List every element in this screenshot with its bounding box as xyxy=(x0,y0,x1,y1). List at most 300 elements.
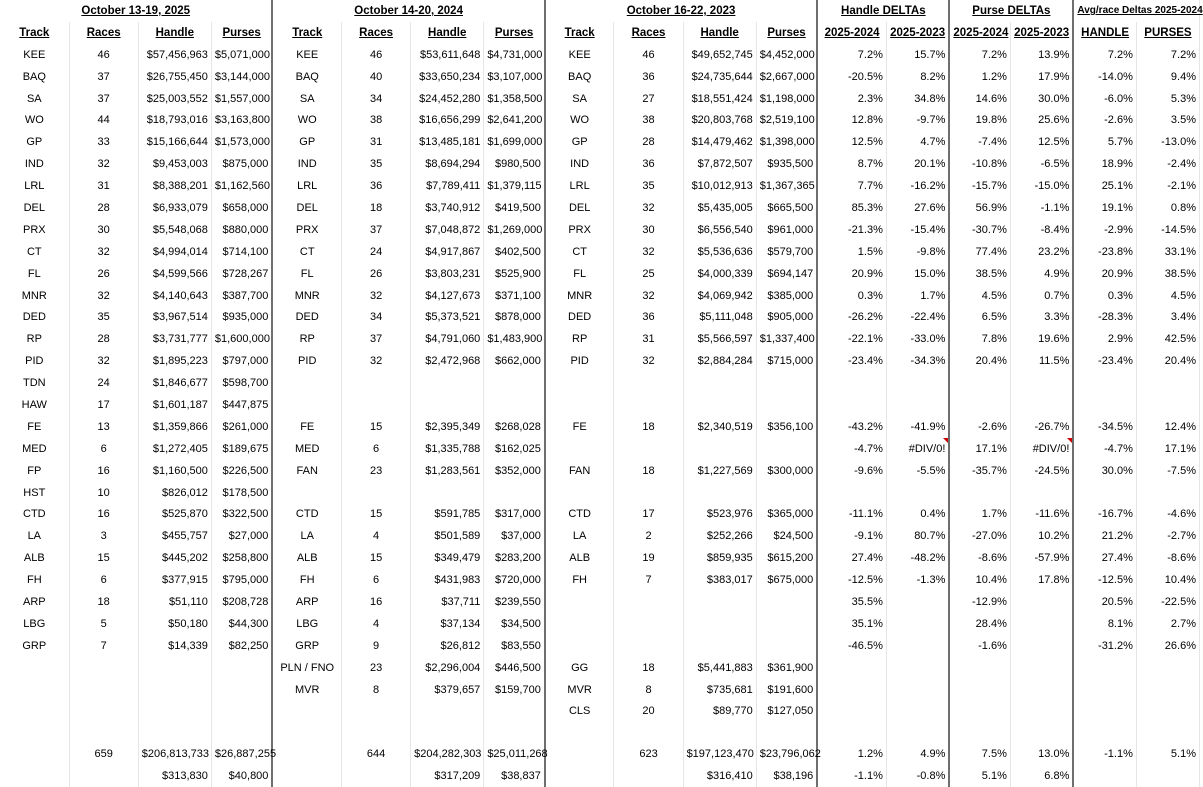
cell-races-2024[interactable] xyxy=(342,722,411,743)
cell-races-2023[interactable]: 31 xyxy=(614,328,683,350)
cell-handle-2024[interactable]: $4,791,060 xyxy=(411,328,484,350)
cell-track-2023[interactable]: GG xyxy=(545,657,614,679)
cell-track-2025[interactable]: BAQ xyxy=(0,66,69,88)
cell-avg-handle-delta[interactable]: -1.1% xyxy=(1073,743,1136,765)
cell-purse-delta-2025-2023[interactable]: 30.0% xyxy=(1010,88,1073,110)
cell-handle-delta-2025-2023[interactable]: 1.7% xyxy=(886,285,949,307)
cell-purses-2024[interactable]: $878,000 xyxy=(484,306,545,328)
cell-track-2024[interactable]: LA xyxy=(272,525,341,547)
cell-track-2023[interactable]: KEE xyxy=(545,44,614,66)
cell-handle-2024[interactable]: $13,485,181 xyxy=(411,131,484,153)
cell-purse-delta-2025-2024[interactable]: 28.4% xyxy=(949,613,1010,635)
cell-purse-delta-2025-2024[interactable] xyxy=(949,701,1010,723)
cell-races-2023[interactable]: 32 xyxy=(614,197,683,219)
cell-handle-2025[interactable]: $206,813,733 xyxy=(138,743,211,765)
cell-purse-delta-2025-2023[interactable]: -57.9% xyxy=(1010,547,1073,569)
cell-avg-handle-delta[interactable]: -2.6% xyxy=(1073,109,1136,131)
cell-purse-delta-2025-2024[interactable]: -15.7% xyxy=(949,175,1010,197)
cell-races-2025[interactable]: 16 xyxy=(69,460,138,482)
cell-handle-2025[interactable]: $3,967,514 xyxy=(138,306,211,328)
cell-races-2023[interactable]: 28 xyxy=(614,131,683,153)
cell-races-2024[interactable]: 15 xyxy=(342,547,411,569)
cell-handle-2023[interactable]: $5,435,005 xyxy=(683,197,756,219)
cell-races-2025[interactable]: 28 xyxy=(69,197,138,219)
cell-races-2025[interactable]: 32 xyxy=(69,285,138,307)
cell-handle-2023[interactable]: $7,872,507 xyxy=(683,153,756,175)
cell-handle-delta-2025-2023[interactable]: #DIV/0! xyxy=(886,438,949,460)
cell-track-2023[interactable]: ALB xyxy=(545,547,614,569)
cell-races-2025[interactable]: 15 xyxy=(69,547,138,569)
cell-handle-delta-2025-2024[interactable]: -1.1% xyxy=(817,765,886,787)
cell-races-2023[interactable]: 32 xyxy=(614,285,683,307)
cell-purse-delta-2025-2024[interactable]: -1.6% xyxy=(949,635,1010,657)
cell-track-2024[interactable] xyxy=(272,482,341,504)
cell-handle-2023[interactable]: $252,266 xyxy=(683,525,756,547)
cell-avg-purse-delta[interactable]: -2.4% xyxy=(1136,153,1199,175)
cell-handle-2023[interactable]: $5,111,048 xyxy=(683,306,756,328)
cell-handle-delta-2025-2024[interactable]: 1.2% xyxy=(817,743,886,765)
cell-races-2024[interactable]: 23 xyxy=(342,460,411,482)
cell-handle-2024[interactable]: $26,812 xyxy=(411,635,484,657)
cell-races-2025[interactable] xyxy=(69,722,138,743)
cell-track-2023[interactable]: MVR xyxy=(545,679,614,701)
cell-purses-2023[interactable]: $1,337,400 xyxy=(756,328,817,350)
cell-avg-handle-delta[interactable]: 19.1% xyxy=(1073,197,1136,219)
cell-purse-delta-2025-2024[interactable]: 4.5% xyxy=(949,285,1010,307)
cell-handle-2024[interactable]: $24,452,280 xyxy=(411,88,484,110)
cell-track-2024[interactable]: RP xyxy=(272,328,341,350)
cell-purse-delta-2025-2024[interactable]: -27.0% xyxy=(949,525,1010,547)
cell-handle-2024[interactable] xyxy=(411,394,484,416)
cell-handle-2023[interactable]: $735,681 xyxy=(683,679,756,701)
cell-handle-delta-2025-2024[interactable]: -9.1% xyxy=(817,525,886,547)
cell-races-2025[interactable]: 18 xyxy=(69,591,138,613)
cell-handle-2025[interactable] xyxy=(138,722,211,743)
cell-track-2023[interactable]: MNR xyxy=(545,285,614,307)
cell-purses-2024[interactable] xyxy=(484,372,545,394)
cell-handle-2024[interactable]: $591,785 xyxy=(411,503,484,525)
cell-track-2024[interactable]: CT xyxy=(272,241,341,263)
cell-track-2023[interactable]: LA xyxy=(545,525,614,547)
cell-handle-2024[interactable]: $379,657 xyxy=(411,679,484,701)
cell-purse-delta-2025-2023[interactable] xyxy=(1010,679,1073,701)
cell-avg-handle-delta[interactable] xyxy=(1073,679,1136,701)
cell-races-2023[interactable] xyxy=(614,482,683,504)
cell-avg-purse-delta[interactable]: 38.5% xyxy=(1136,263,1199,285)
cell-races-2023[interactable]: 18 xyxy=(614,657,683,679)
cell-handle-2023[interactable] xyxy=(683,372,756,394)
cell-handle-delta-2025-2024[interactable]: 12.8% xyxy=(817,109,886,131)
cell-races-2024[interactable]: 15 xyxy=(342,503,411,525)
cell-handle-delta-2025-2023[interactable]: -16.2% xyxy=(886,175,949,197)
cell-handle-2023[interactable] xyxy=(683,394,756,416)
cell-purses-2024[interactable]: $317,000 xyxy=(484,503,545,525)
cell-handle-2023[interactable]: $89,770 xyxy=(683,701,756,723)
cell-avg-purse-delta[interactable]: -2.1% xyxy=(1136,175,1199,197)
cell-track-2025[interactable]: WO xyxy=(0,109,69,131)
cell-purses-2023[interactable]: $2,519,100 xyxy=(756,109,817,131)
cell-races-2025[interactable]: 37 xyxy=(69,88,138,110)
cell-purses-2024[interactable]: $2,641,200 xyxy=(484,109,545,131)
cell-handle-delta-2025-2023[interactable]: -41.9% xyxy=(886,416,949,438)
cell-purse-delta-2025-2023[interactable]: -15.0% xyxy=(1010,175,1073,197)
cell-handle-delta-2025-2024[interactable]: 2.3% xyxy=(817,88,886,110)
cell-handle-2023[interactable] xyxy=(683,722,756,743)
cell-purses-2024[interactable] xyxy=(484,701,545,723)
cell-handle-delta-2025-2023[interactable]: 4.7% xyxy=(886,131,949,153)
cell-purse-delta-2025-2023[interactable]: 19.6% xyxy=(1010,328,1073,350)
cell-purses-2023[interactable]: $715,000 xyxy=(756,350,817,372)
cell-purses-2023[interactable]: $615,200 xyxy=(756,547,817,569)
cell-handle-2024[interactable]: $8,694,294 xyxy=(411,153,484,175)
cell-track-2025[interactable]: SA xyxy=(0,88,69,110)
cell-races-2023[interactable]: 38 xyxy=(614,109,683,131)
cell-track-2023[interactable]: SA xyxy=(545,88,614,110)
cell-handle-2023[interactable]: $6,556,540 xyxy=(683,219,756,241)
cell-handle-delta-2025-2023[interactable]: -9.7% xyxy=(886,109,949,131)
cell-handle-2025[interactable]: $51,110 xyxy=(138,591,211,613)
cell-track-2025[interactable]: ALB xyxy=(0,547,69,569)
cell-handle-delta-2025-2023[interactable]: 0.4% xyxy=(886,503,949,525)
cell-track-2025[interactable] xyxy=(0,657,69,679)
cell-purses-2025[interactable]: $447,875 xyxy=(211,394,272,416)
cell-purse-delta-2025-2023[interactable]: 25.6% xyxy=(1010,109,1073,131)
cell-races-2023[interactable]: 25 xyxy=(614,263,683,285)
cell-purse-delta-2025-2024[interactable] xyxy=(949,657,1010,679)
cell-handle-2023[interactable]: $5,441,883 xyxy=(683,657,756,679)
cell-purse-delta-2025-2023[interactable]: 4.9% xyxy=(1010,263,1073,285)
cell-purses-2024[interactable]: $159,700 xyxy=(484,679,545,701)
cell-avg-handle-delta[interactable]: -16.7% xyxy=(1073,503,1136,525)
cell-handle-2023[interactable]: $4,069,942 xyxy=(683,285,756,307)
cell-handle-2024[interactable]: $501,589 xyxy=(411,525,484,547)
cell-handle-delta-2025-2024[interactable]: -23.4% xyxy=(817,350,886,372)
cell-races-2024[interactable]: 32 xyxy=(342,285,411,307)
cell-avg-purse-delta[interactable] xyxy=(1136,722,1199,743)
cell-races-2023[interactable] xyxy=(614,765,683,787)
cell-purse-delta-2025-2023[interactable] xyxy=(1010,591,1073,613)
cell-purses-2025[interactable] xyxy=(211,722,272,743)
cell-races-2023[interactable]: 20 xyxy=(614,701,683,723)
cell-purse-delta-2025-2023[interactable]: 6.8% xyxy=(1010,765,1073,787)
cell-avg-purse-delta[interactable]: 12.4% xyxy=(1136,416,1199,438)
cell-track-2023[interactable]: DEL xyxy=(545,197,614,219)
cell-purse-delta-2025-2024[interactable] xyxy=(949,679,1010,701)
cell-handle-delta-2025-2023[interactable]: 15.7% xyxy=(886,44,949,66)
cell-track-2023[interactable]: PID xyxy=(545,350,614,372)
cell-races-2025[interactable]: 5 xyxy=(69,613,138,635)
cell-track-2025[interactable]: RP xyxy=(0,328,69,350)
cell-handle-2025[interactable] xyxy=(138,657,211,679)
cell-races-2023[interactable]: 18 xyxy=(614,460,683,482)
cell-races-2023[interactable]: 35 xyxy=(614,175,683,197)
cell-purses-2023[interactable]: $191,600 xyxy=(756,679,817,701)
cell-track-2025[interactable] xyxy=(0,722,69,743)
cell-races-2024[interactable]: 644 xyxy=(342,743,411,765)
cell-handle-2024[interactable]: $1,283,561 xyxy=(411,460,484,482)
cell-track-2025[interactable]: HST xyxy=(0,482,69,504)
cell-handle-delta-2025-2024[interactable]: 7.7% xyxy=(817,175,886,197)
cell-purse-delta-2025-2024[interactable]: 77.4% xyxy=(949,241,1010,263)
cell-handle-2024[interactable]: $431,983 xyxy=(411,569,484,591)
cell-handle-delta-2025-2023[interactable] xyxy=(886,394,949,416)
cell-races-2023[interactable]: 30 xyxy=(614,219,683,241)
cell-handle-delta-2025-2024[interactable]: 0.3% xyxy=(817,285,886,307)
cell-purses-2025[interactable]: $44,300 xyxy=(211,613,272,635)
cell-avg-handle-delta[interactable]: 21.2% xyxy=(1073,525,1136,547)
cell-purses-2025[interactable]: $226,500 xyxy=(211,460,272,482)
cell-handle-2025[interactable]: $50,180 xyxy=(138,613,211,635)
cell-races-2025[interactable]: 10 xyxy=(69,482,138,504)
cell-avg-handle-delta[interactable]: -12.5% xyxy=(1073,569,1136,591)
cell-handle-2023[interactable]: $14,479,462 xyxy=(683,131,756,153)
cell-handle-2024[interactable] xyxy=(411,722,484,743)
cell-handle-delta-2025-2024[interactable] xyxy=(817,679,886,701)
cell-handle-delta-2025-2024[interactable]: 20.9% xyxy=(817,263,886,285)
cell-handle-2023[interactable] xyxy=(683,591,756,613)
cell-purse-delta-2025-2024[interactable]: 1.7% xyxy=(949,503,1010,525)
cell-races-2024[interactable]: 6 xyxy=(342,438,411,460)
cell-purse-delta-2025-2024[interactable]: 5.1% xyxy=(949,765,1010,787)
cell-races-2023[interactable]: 19 xyxy=(614,547,683,569)
cell-purses-2025[interactable]: $598,700 xyxy=(211,372,272,394)
cell-avg-handle-delta[interactable]: 0.3% xyxy=(1073,285,1136,307)
cell-track-2024[interactable] xyxy=(272,701,341,723)
cell-avg-handle-delta[interactable]: -23.8% xyxy=(1073,241,1136,263)
cell-handle-delta-2025-2024[interactable]: -11.1% xyxy=(817,503,886,525)
cell-avg-purse-delta[interactable]: 5.1% xyxy=(1136,743,1199,765)
cell-races-2024[interactable]: 4 xyxy=(342,525,411,547)
cell-purses-2024[interactable]: $4,731,000 xyxy=(484,44,545,66)
cell-track-2023[interactable]: DED xyxy=(545,306,614,328)
cell-races-2023[interactable] xyxy=(614,372,683,394)
cell-races-2023[interactable] xyxy=(614,438,683,460)
cell-handle-delta-2025-2024[interactable]: -21.3% xyxy=(817,219,886,241)
cell-track-2025[interactable]: PRX xyxy=(0,219,69,241)
cell-avg-handle-delta[interactable] xyxy=(1073,765,1136,787)
cell-handle-2024[interactable]: $2,395,349 xyxy=(411,416,484,438)
cell-purses-2023[interactable]: $694,147 xyxy=(756,263,817,285)
cell-handle-delta-2025-2023[interactable]: -0.8% xyxy=(886,765,949,787)
cell-races-2024[interactable]: 18 xyxy=(342,197,411,219)
cell-track-2025[interactable]: LBG xyxy=(0,613,69,635)
cell-handle-delta-2025-2023[interactable] xyxy=(886,722,949,743)
cell-races-2023[interactable]: 46 xyxy=(614,44,683,66)
cell-track-2023[interactable]: PRX xyxy=(545,219,614,241)
cell-purses-2025[interactable]: $261,000 xyxy=(211,416,272,438)
cell-avg-purse-delta[interactable]: 33.1% xyxy=(1136,241,1199,263)
cell-races-2025[interactable]: 28 xyxy=(69,328,138,350)
cell-handle-2024[interactable]: $3,803,231 xyxy=(411,263,484,285)
cell-purses-2024[interactable]: $1,483,900 xyxy=(484,328,545,350)
cell-handle-delta-2025-2023[interactable]: 4.9% xyxy=(886,743,949,765)
cell-avg-purse-delta[interactable]: 4.5% xyxy=(1136,285,1199,307)
cell-track-2023[interactable]: FAN xyxy=(545,460,614,482)
cell-track-2023[interactable]: RP xyxy=(545,328,614,350)
cell-purses-2025[interactable]: $178,500 xyxy=(211,482,272,504)
cell-races-2025[interactable]: 3 xyxy=(69,525,138,547)
cell-handle-delta-2025-2023[interactable]: -1.3% xyxy=(886,569,949,591)
cell-avg-handle-delta[interactable]: 18.9% xyxy=(1073,153,1136,175)
cell-purses-2023[interactable]: $579,700 xyxy=(756,241,817,263)
cell-purses-2025[interactable]: $728,267 xyxy=(211,263,272,285)
cell-handle-delta-2025-2024[interactable]: -4.7% xyxy=(817,438,886,460)
cell-handle-2025[interactable]: $25,003,552 xyxy=(138,88,211,110)
cell-races-2024[interactable]: 23 xyxy=(342,657,411,679)
cell-avg-handle-delta[interactable]: -23.4% xyxy=(1073,350,1136,372)
cell-races-2023[interactable]: 32 xyxy=(614,241,683,263)
cell-avg-purse-delta[interactable]: -8.6% xyxy=(1136,547,1199,569)
cell-avg-purse-delta[interactable]: -22.5% xyxy=(1136,591,1199,613)
cell-avg-handle-delta[interactable]: 7.2% xyxy=(1073,44,1136,66)
cell-purses-2025[interactable]: $27,000 xyxy=(211,525,272,547)
cell-races-2024[interactable] xyxy=(342,765,411,787)
cell-handle-2023[interactable]: $4,000,339 xyxy=(683,263,756,285)
cell-avg-purse-delta[interactable]: 17.1% xyxy=(1136,438,1199,460)
cell-avg-handle-delta[interactable] xyxy=(1073,482,1136,504)
cell-races-2024[interactable]: 16 xyxy=(342,591,411,613)
cell-handle-2024[interactable]: $4,127,673 xyxy=(411,285,484,307)
cell-track-2025[interactable] xyxy=(0,679,69,701)
cell-avg-purse-delta[interactable]: -14.5% xyxy=(1136,219,1199,241)
cell-purses-2025[interactable] xyxy=(211,701,272,723)
cell-purses-2023[interactable]: $38,196 xyxy=(756,765,817,787)
cell-handle-2025[interactable]: $26,755,450 xyxy=(138,66,211,88)
cell-races-2025[interactable]: 33 xyxy=(69,131,138,153)
cell-handle-2025[interactable]: $15,166,644 xyxy=(138,131,211,153)
cell-purses-2023[interactable]: $356,100 xyxy=(756,416,817,438)
cell-handle-2024[interactable]: $2,472,968 xyxy=(411,350,484,372)
cell-races-2025[interactable]: 6 xyxy=(69,569,138,591)
cell-purses-2023[interactable] xyxy=(756,372,817,394)
cell-races-2023[interactable] xyxy=(614,591,683,613)
cell-handle-delta-2025-2024[interactable]: -9.6% xyxy=(817,460,886,482)
cell-track-2023[interactable]: WO xyxy=(545,109,614,131)
cell-handle-delta-2025-2023[interactable]: -5.5% xyxy=(886,460,949,482)
cell-track-2025[interactable] xyxy=(0,765,69,787)
cell-races-2024[interactable] xyxy=(342,394,411,416)
cell-track-2023[interactable] xyxy=(545,438,614,460)
cell-handle-delta-2025-2024[interactable]: 7.2% xyxy=(817,44,886,66)
cell-track-2024[interactable]: ARP xyxy=(272,591,341,613)
cell-handle-2025[interactable]: $5,548,068 xyxy=(138,219,211,241)
cell-purses-2024[interactable]: $371,100 xyxy=(484,285,545,307)
cell-races-2025[interactable]: 32 xyxy=(69,241,138,263)
cell-purses-2024[interactable] xyxy=(484,482,545,504)
cell-track-2025[interactable]: TDN xyxy=(0,372,69,394)
cell-handle-2025[interactable]: $3,731,777 xyxy=(138,328,211,350)
cell-purse-delta-2025-2024[interactable]: 56.9% xyxy=(949,197,1010,219)
cell-avg-purse-delta[interactable] xyxy=(1136,765,1199,787)
cell-handle-2024[interactable]: $1,335,788 xyxy=(411,438,484,460)
cell-purse-delta-2025-2023[interactable]: -26.7% xyxy=(1010,416,1073,438)
cell-handle-2024[interactable]: $3,740,912 xyxy=(411,197,484,219)
cell-purses-2024[interactable]: $162,025 xyxy=(484,438,545,460)
cell-purses-2025[interactable]: $82,250 xyxy=(211,635,272,657)
cell-purses-2024[interactable]: $38,837 xyxy=(484,765,545,787)
cell-handle-delta-2025-2024[interactable]: -46.5% xyxy=(817,635,886,657)
cell-handle-delta-2025-2023[interactable] xyxy=(886,372,949,394)
cell-races-2023[interactable] xyxy=(614,613,683,635)
cell-handle-2023[interactable]: $383,017 xyxy=(683,569,756,591)
cell-track-2023[interactable] xyxy=(545,613,614,635)
cell-purses-2023[interactable] xyxy=(756,394,817,416)
cell-handle-2025[interactable]: $455,757 xyxy=(138,525,211,547)
cell-handle-2024[interactable]: $16,656,299 xyxy=(411,109,484,131)
cell-purse-delta-2025-2024[interactable]: 6.5% xyxy=(949,306,1010,328)
cell-purse-delta-2025-2024[interactable]: 7.8% xyxy=(949,328,1010,350)
cell-handle-2023[interactable]: $24,735,644 xyxy=(683,66,756,88)
cell-purses-2025[interactable]: $714,100 xyxy=(211,241,272,263)
cell-track-2025[interactable]: GRP xyxy=(0,635,69,657)
cell-purses-2024[interactable]: $662,000 xyxy=(484,350,545,372)
cell-purses-2025[interactable]: $875,000 xyxy=(211,153,272,175)
cell-purses-2023[interactable]: $2,667,000 xyxy=(756,66,817,88)
cell-races-2024[interactable]: 40 xyxy=(342,66,411,88)
cell-handle-2024[interactable]: $204,282,303 xyxy=(411,743,484,765)
cell-avg-purse-delta[interactable]: -4.6% xyxy=(1136,503,1199,525)
cell-purse-delta-2025-2023[interactable]: 12.5% xyxy=(1010,131,1073,153)
cell-track-2023[interactable]: CT xyxy=(545,241,614,263)
cell-track-2024[interactable]: MNR xyxy=(272,285,341,307)
cell-purses-2023[interactable]: $300,000 xyxy=(756,460,817,482)
cell-purses-2024[interactable]: $1,699,000 xyxy=(484,131,545,153)
cell-handle-delta-2025-2024[interactable] xyxy=(817,701,886,723)
cell-avg-purse-delta[interactable] xyxy=(1136,394,1199,416)
cell-avg-handle-delta[interactable]: 8.1% xyxy=(1073,613,1136,635)
cell-handle-delta-2025-2024[interactable] xyxy=(817,372,886,394)
cell-purses-2024[interactable]: $34,500 xyxy=(484,613,545,635)
cell-purses-2024[interactable] xyxy=(484,394,545,416)
cell-purses-2024[interactable]: $1,379,115 xyxy=(484,175,545,197)
cell-track-2024[interactable]: MED xyxy=(272,438,341,460)
cell-purse-delta-2025-2023[interactable] xyxy=(1010,394,1073,416)
cell-races-2024[interactable]: 37 xyxy=(342,219,411,241)
cell-purses-2025[interactable]: $1,557,000 xyxy=(211,88,272,110)
cell-track-2024[interactable]: DEL xyxy=(272,197,341,219)
cell-track-2024[interactable]: CTD xyxy=(272,503,341,525)
cell-purses-2024[interactable]: $1,358,500 xyxy=(484,88,545,110)
cell-handle-delta-2025-2024[interactable]: -20.5% xyxy=(817,66,886,88)
cell-purses-2023[interactable]: $935,500 xyxy=(756,153,817,175)
cell-handle-delta-2025-2023[interactable] xyxy=(886,591,949,613)
cell-purses-2023[interactable]: $905,000 xyxy=(756,306,817,328)
cell-handle-2024[interactable]: $4,917,867 xyxy=(411,241,484,263)
cell-avg-handle-delta[interactable] xyxy=(1073,372,1136,394)
cell-races-2023[interactable] xyxy=(614,635,683,657)
cell-avg-handle-delta[interactable]: 27.4% xyxy=(1073,547,1136,569)
cell-track-2025[interactable]: MNR xyxy=(0,285,69,307)
cell-races-2023[interactable]: 17 xyxy=(614,503,683,525)
cell-purses-2025[interactable] xyxy=(211,679,272,701)
cell-handle-2024[interactable]: $2,296,004 xyxy=(411,657,484,679)
cell-purse-delta-2025-2023[interactable] xyxy=(1010,701,1073,723)
cell-track-2025[interactable]: FL xyxy=(0,263,69,285)
cell-track-2023[interactable] xyxy=(545,482,614,504)
cell-purse-delta-2025-2024[interactable]: 38.5% xyxy=(949,263,1010,285)
cell-purse-delta-2025-2023[interactable]: 11.5% xyxy=(1010,350,1073,372)
cell-track-2023[interactable] xyxy=(545,394,614,416)
cell-purses-2025[interactable]: $1,573,000 xyxy=(211,131,272,153)
cell-avg-purse-delta[interactable]: 7.2% xyxy=(1136,44,1199,66)
cell-track-2023[interactable] xyxy=(545,635,614,657)
cell-races-2023[interactable]: 36 xyxy=(614,306,683,328)
cell-handle-2025[interactable]: $1,601,187 xyxy=(138,394,211,416)
cell-track-2023[interactable] xyxy=(545,765,614,787)
cell-purses-2023[interactable]: $361,900 xyxy=(756,657,817,679)
cell-purses-2024[interactable]: $980,500 xyxy=(484,153,545,175)
cell-races-2025[interactable]: 46 xyxy=(69,44,138,66)
